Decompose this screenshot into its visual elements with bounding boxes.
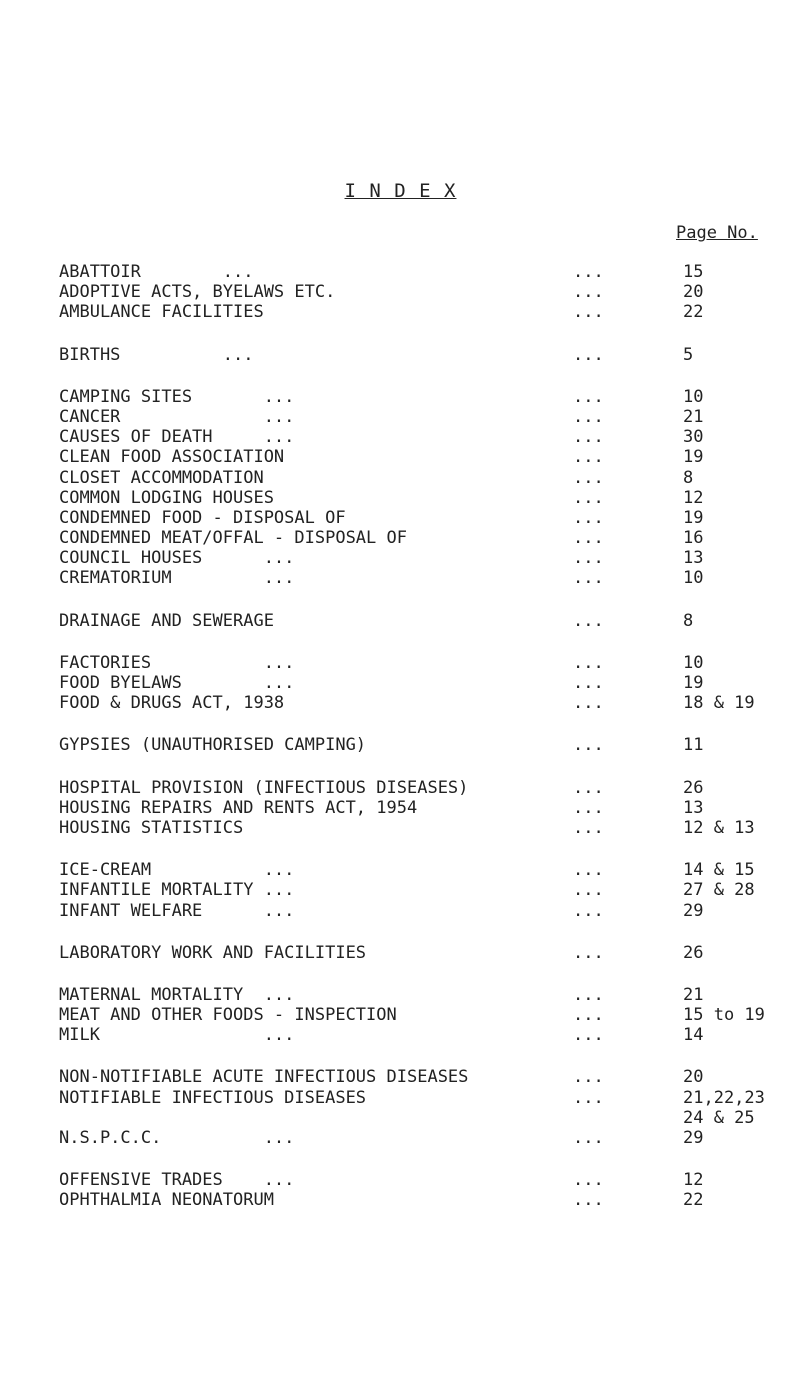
entry-label: OFFENSIVE TRADES ... (59, 1170, 295, 1191)
index-entry (0, 282, 801, 302)
entry-label: N.S.P.C.C. ... (59, 1128, 295, 1148)
entry-leader-dots: ... (573, 282, 604, 303)
entry-leader-dots: ... (573, 467, 604, 488)
entry-page-number: 22 (683, 302, 704, 323)
entry-page-number: 15 to 19 (683, 1005, 765, 1026)
index-entry (0, 528, 801, 548)
entry-leader-dots: ... (573, 344, 604, 365)
index-group (0, 387, 801, 589)
entry-leader-dots: ... (573, 777, 604, 798)
entry-page-number: 21 (683, 406, 704, 427)
entry-page-number: 10 (683, 386, 704, 407)
entry-page-number: 24 & 25 (683, 1107, 755, 1128)
index-group (0, 985, 801, 1046)
entry-leader-dots: ... (573, 262, 604, 282)
entry-leader-dots: ... (573, 1170, 604, 1191)
index-entry (0, 693, 801, 713)
index-entry (0, 653, 801, 673)
index-group (0, 611, 801, 631)
entry-page-number: 21,22,23 (683, 1087, 765, 1108)
entry-label: ABATTOIR ... (59, 262, 254, 282)
entry-leader-dots: ... (573, 797, 604, 818)
entry-label: CREMATORIUM ... (59, 568, 295, 589)
entry-label: FOOD BYELAWS ... (59, 673, 295, 693)
index-entry (0, 1128, 801, 1148)
index-entry (0, 407, 801, 427)
entry-page-number: 19 (683, 507, 704, 528)
entry-label: DRAINAGE AND SEWERAGE (59, 610, 274, 631)
index-group (0, 345, 801, 365)
index-entry (0, 1067, 801, 1087)
index-entry (0, 673, 801, 693)
index-title: I N D E X (344, 180, 457, 202)
entry-label: HOUSING STATISTICS (59, 817, 244, 838)
entry-page-number: 12 & 13 (683, 817, 755, 838)
entry-page-number: 18 & 19 (683, 693, 755, 714)
index-entry (0, 735, 801, 755)
entry-leader-dots: ... (573, 1128, 604, 1148)
entry-label: ICE-CREAM ... (59, 860, 295, 881)
entry-label: MILK ... (59, 1025, 295, 1046)
index-entry (0, 1088, 801, 1108)
entry-leader-dots: ... (573, 673, 604, 693)
entry-label: AMBULANCE FACILITIES (59, 302, 264, 323)
entry-leader-dots: ... (573, 817, 604, 838)
entry-leader-dots: ... (573, 386, 604, 407)
entry-label: OPHTHALMIA NEONATORUM (59, 1190, 274, 1211)
entry-leader-dots: ... (573, 1087, 604, 1108)
index-entry (0, 860, 801, 880)
index-group (0, 735, 801, 755)
index-entry (0, 508, 801, 528)
entry-page-number: 8 (683, 610, 694, 631)
entry-label: MEAT AND OTHER FOODS - INSPECTION (59, 1005, 397, 1026)
entry-label: ADOPTIVE ACTS, BYELAWS ETC. (59, 282, 336, 303)
entry-leader-dots: ... (573, 1190, 604, 1211)
entry-page-number: 20 (683, 1067, 704, 1088)
entry-page-number: 14 (683, 1025, 704, 1046)
index-entry (0, 778, 801, 798)
entry-page-number: 11 (683, 735, 704, 756)
entry-leader-dots: ... (573, 447, 604, 468)
index-entry (0, 985, 801, 1005)
index-group (0, 778, 801, 839)
entry-label: CLEAN FOOD ASSOCIATION (59, 447, 285, 468)
entry-page-number: 12 (683, 1170, 704, 1191)
entry-label: INFANT WELFARE ... (59, 900, 295, 921)
entry-page-number: 21 (683, 984, 704, 1005)
entry-leader-dots: ... (573, 302, 604, 323)
entry-leader-dots: ... (573, 984, 604, 1005)
index-entry (0, 1190, 801, 1210)
entry-leader-dots: ... (573, 693, 604, 714)
index-entry (0, 611, 801, 631)
entry-page-number: 10 (683, 652, 704, 673)
index-entry (0, 568, 801, 588)
entry-page-number: 27 & 28 (683, 880, 755, 901)
entry-leader-dots: ... (573, 548, 604, 569)
entry-label: CANCER ... (59, 406, 295, 427)
entry-page-number: 29 (683, 900, 704, 921)
index-entry (0, 262, 801, 282)
entry-label: HOSPITAL PROVISION (INFECTIOUS DISEASES) (59, 777, 469, 798)
entry-label: CAMPING SITES ... (59, 386, 295, 407)
entry-label: FOOD & DRUGS ACT, 1938 (59, 693, 285, 714)
entry-label: COUNCIL HOUSES ... (59, 548, 295, 569)
entry-leader-dots: ... (573, 507, 604, 528)
index-entry (0, 387, 801, 407)
index-group (0, 262, 801, 323)
entry-leader-dots: ... (573, 487, 604, 508)
entry-leader-dots: ... (573, 880, 604, 901)
entry-page-number: 12 (683, 487, 704, 508)
entry-page-number: 16 (683, 528, 704, 549)
entry-page-number: 22 (683, 1190, 704, 1211)
index-entry (0, 302, 801, 322)
entry-page-number: 10 (683, 568, 704, 589)
index-group (0, 1067, 801, 1148)
index-entry (0, 1108, 801, 1128)
entry-leader-dots: ... (573, 942, 604, 963)
index-entry (0, 798, 801, 818)
index-entry (0, 447, 801, 467)
entry-leader-dots: ... (573, 735, 604, 756)
entry-label: HOUSING REPAIRS AND RENTS ACT, 1954 (59, 797, 418, 818)
entry-leader-dots: ... (573, 528, 604, 549)
index-entry (0, 901, 801, 921)
entry-leader-dots: ... (573, 568, 604, 589)
entry-page-number: 19 (683, 447, 704, 468)
index-entry (0, 468, 801, 488)
entry-label: MATERNAL MORTALITY ... (59, 984, 295, 1005)
entry-label: COMMON LODGING HOUSES (59, 487, 274, 508)
entry-leader-dots: ... (573, 610, 604, 631)
entry-label: CLOSET ACCOMMODATION (59, 467, 264, 488)
index-entry (0, 488, 801, 508)
index-entry (0, 1170, 801, 1190)
index-group (0, 943, 801, 963)
entry-leader-dots: ... (573, 1025, 604, 1046)
index-group (0, 653, 801, 714)
entry-page-number: 13 (683, 548, 704, 569)
entry-label: FACTORIES ... (59, 652, 295, 673)
entry-page-number: 20 (683, 282, 704, 303)
index-entries (0, 262, 801, 1233)
index-group (0, 860, 801, 921)
entry-label: BIRTHS ... (59, 344, 254, 365)
index-entry (0, 548, 801, 568)
entry-page-number: 13 (683, 797, 704, 818)
entry-page-number: 26 (683, 777, 704, 798)
entry-page-number: 29 (683, 1128, 704, 1148)
entry-label: NOTIFIABLE INFECTIOUS DISEASES (59, 1087, 367, 1108)
page-number-header: Page No. (676, 223, 758, 243)
entry-label: CONDEMNED FOOD - DISPOSAL OF (59, 507, 346, 528)
entry-page-number: 5 (683, 344, 694, 365)
entry-leader-dots: ... (573, 900, 604, 921)
entry-page-number: 14 & 15 (683, 860, 755, 881)
entry-page-number: 19 (683, 673, 704, 693)
entry-page-number: 8 (683, 467, 694, 488)
index-entry (0, 1025, 801, 1045)
entry-label: NON-NOTIFIABLE ACUTE INFECTIOUS DISEASES (59, 1067, 469, 1088)
entry-label: GYPSIES (UNAUTHORISED CAMPING) (59, 735, 367, 756)
entry-leader-dots: ... (573, 406, 604, 427)
entry-page-number: 30 (683, 427, 704, 448)
index-entry (0, 427, 801, 447)
index-entry (0, 345, 801, 365)
entry-leader-dots: ... (573, 860, 604, 881)
entry-leader-dots: ... (573, 1005, 604, 1026)
entry-label: LABORATORY WORK AND FACILITIES (59, 942, 367, 963)
entry-page-number: 15 (683, 262, 704, 282)
index-entry (0, 943, 801, 963)
index-entry (0, 1005, 801, 1025)
index-entry (0, 818, 801, 838)
entry-label: CAUSES OF DEATH ... (59, 427, 295, 448)
entry-leader-dots: ... (573, 427, 604, 448)
entry-label: CONDEMNED MEAT/OFFAL - DISPOSAL OF (59, 528, 407, 549)
index-group (0, 1170, 801, 1210)
entry-leader-dots: ... (573, 1067, 604, 1088)
entry-leader-dots: ... (573, 652, 604, 673)
entry-page-number: 26 (683, 942, 704, 963)
index-entry (0, 880, 801, 900)
entry-label: INFANTILE MORTALITY ... (59, 880, 295, 901)
